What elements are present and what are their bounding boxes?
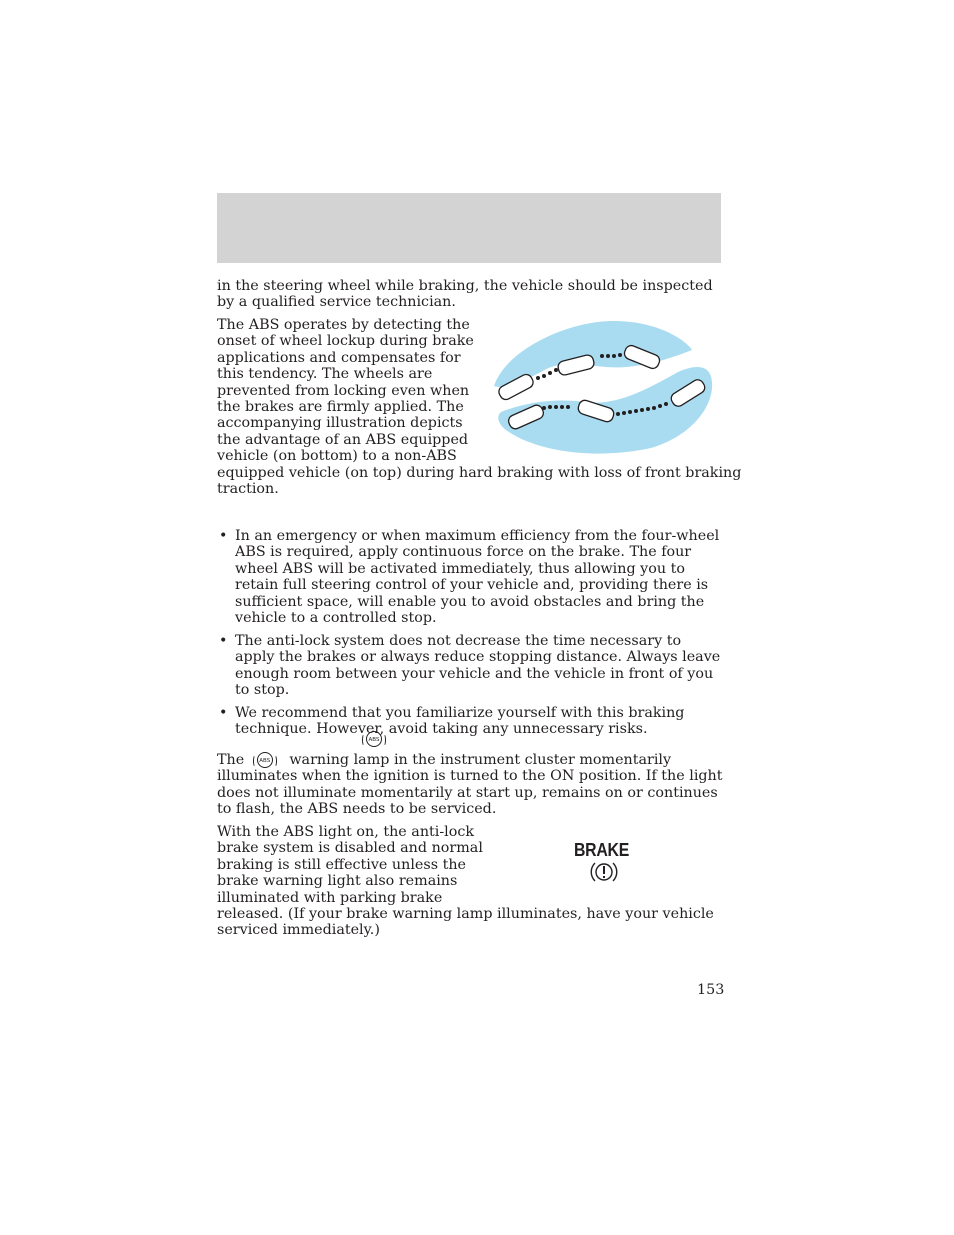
warning-lamp-text: warning lamp in the instrument cluster momentarily illuminates when the ignition is turned to the ON position. If the light does not illuminate momentarily at start up, remains on or continues to flash, the ABS needs to be serviced.: [217, 752, 723, 818]
warning-lamp-prefix: The: [217, 752, 245, 768]
header-band: [217, 193, 721, 263]
list-item: [217, 528, 721, 626]
abs-inline-icon: ABS: [257, 752, 273, 768]
bullet-dot: •: [219, 705, 228, 722]
warning-lamp-paragraph: [217, 752, 723, 818]
brake-symbol-icon: [589, 860, 619, 884]
brake-warning-icon: [574, 840, 634, 884]
brake-label: BRAKE: [574, 840, 630, 860]
text-line: brake warning light also remains: [217, 873, 458, 890]
text-line: equipped vehicle (on top) during hard braking with loss of front braking: [217, 464, 742, 481]
text-line: With the ABS light on, the anti-lock: [217, 824, 475, 840]
bullet-list: [217, 528, 721, 744]
text-line: vehicle (on bottom) to a non-ABS: [217, 448, 457, 465]
abs-skid-illustration: [486, 320, 716, 456]
text-line: traction.: [217, 481, 279, 498]
text-line: the brakes are firmly applied. The: [217, 399, 464, 416]
bullet-dot: •: [219, 632, 228, 649]
abs-warning-icon: ABS: [366, 731, 382, 747]
bullet-text: In an emergency or when maximum efficiency from the four-wheel ABS is required, apply continuous force on the brake. The four wheel ABS will be activated immediately, thus allowing you to retain full steering control of your vehicle and, providing there is sufficient space, will enable you to avoid obstacles and bring the vehicle to a controlled stop.: [235, 528, 720, 627]
page-number: 153: [697, 982, 725, 998]
continuation-paragraph: in the steering wheel while braking, the vehicle should be inspected by a qualified service technician.: [217, 278, 713, 311]
bullet-dot: •: [219, 528, 228, 544]
text-line: released. (If your brake warning lamp illuminates, have your vehicle: [217, 906, 714, 923]
text-line: the advantage of an ABS equipped: [217, 431, 469, 448]
text-line: onset of wheel lockup during brake: [217, 333, 474, 350]
text-line: prevented from locking even when: [217, 382, 470, 399]
text-line: serviced immediately.): [217, 922, 380, 939]
text-line: applications and compensates for: [217, 349, 461, 366]
list-item: [217, 705, 721, 738]
bullet-text: We recommend that you familiarize yourself with this braking technique. However, avoid taking any unnecessary risks.: [235, 705, 685, 738]
bullet-text: The anti-lock system does not decrease the time necessary to apply the brakes or always reduce stopping distance. Always leave enough room between your vehicle and the vehicle in front of you to stop.: [235, 632, 721, 699]
text-line: accompanying illustration depicts: [217, 415, 463, 432]
abs-light-paragraph: [217, 824, 721, 939]
text-line: The ABS operates by detecting the: [217, 317, 470, 333]
text-line: this tendency. The wheels are: [217, 366, 433, 383]
text-line: illuminated with parking brake: [217, 889, 443, 906]
list-item: [217, 633, 721, 699]
text-line: braking is still effective unless the: [217, 856, 467, 873]
text-line: brake system is disabled and normal: [217, 840, 483, 857]
